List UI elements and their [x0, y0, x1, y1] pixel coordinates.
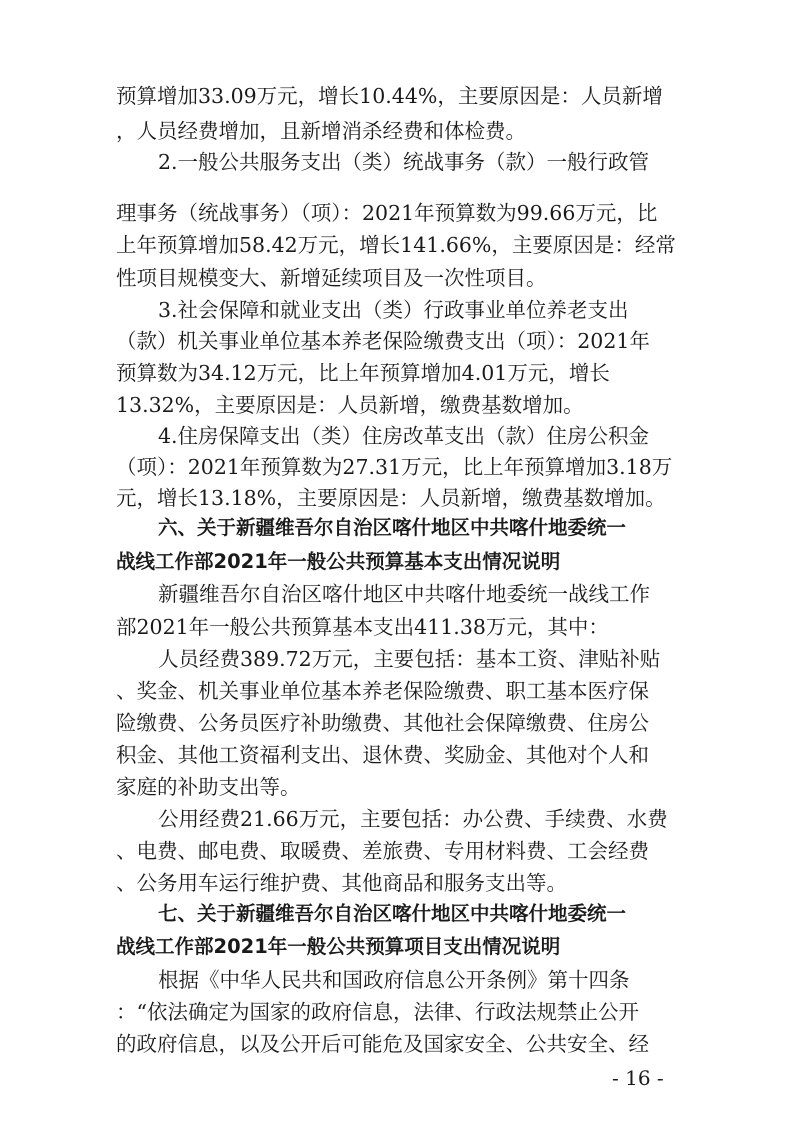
body-line: 2.一般公共服务支出（类）统战事务（款）一般行政管 [158, 150, 650, 174]
body-line: ，人员经费增加，且新增消杀经费和体检费。 [116, 119, 526, 143]
body-line: 、公务用车运行维护费、其他商品和服务支出等。 [116, 871, 567, 895]
body-line: 家庭的补助支出等。 [116, 775, 301, 799]
body-line: 根据《中华人民共和国政府信息公开条例》第十四条 [158, 968, 630, 992]
section-heading: 七、关于新疆维吾尔自治区喀什地区中共喀什地委统一 [158, 902, 627, 925]
body-line: 13.32%，主要原因是：人员新增，缴费基数增加。 [116, 393, 584, 417]
body-line: （项）：2021年预算数为27.31万元，比上年预算增加3.18万 [116, 455, 673, 479]
body-line: 公用经费21.66万元，主要包括：办公费、手续费、水费 [158, 807, 668, 831]
body-line: 、奖金、机关事业单位基本养老保险缴费、职工基本医疗保 [116, 679, 649, 703]
body-line: 新疆维吾尔自治区喀什地区中共喀什地委统一战线工作 [158, 582, 650, 606]
body-line: 部2021年一般公共预算基本支出411.38万元，其中： [116, 615, 609, 639]
body-line: 4.住房保障支出（类）住房改革支出（款）住房公积金 [158, 424, 650, 448]
section-heading: 战线工作部2021年一般公共预算基本支出情况说明 [116, 550, 561, 573]
body-line: 理事务（统战事务）（项）：2021年预算数为99.66万元，比 [116, 201, 658, 225]
page-number: - 16 - [612, 1066, 664, 1090]
body-line: 人员经费389.72万元，主要包括：基本工资、津贴补贴 [158, 647, 661, 671]
body-line: 元，增长13.18%，主要原因是：人员新增，缴费基数增加。 [116, 486, 666, 510]
body-line: 、电费、邮电费、取暖费、差旅费、专用材料费、工会经费 [116, 839, 649, 863]
body-line: 3.社会保障和就业支出（类）行政事业单位养老支出 [158, 298, 629, 322]
section-heading: 六、关于新疆维吾尔自治区喀什地区中共喀什地委统一 [158, 516, 627, 539]
body-line: 的政府信息，以及公开后可能危及国家安全、公共安全、经 [116, 1032, 649, 1056]
body-line: 预算数为34.12万元，比上年预算增加4.01万元，增长 [116, 361, 610, 385]
body-line: 预算增加33.09万元，增长10.44%，主要原因是：人员新增 [116, 84, 663, 108]
body-line: 积金、其他工资福利支出、退休费、奖励金、其他对个人和 [116, 743, 649, 767]
body-line: ：“依法确定为国家的政府信息，法律、行政法规禁止公开 [116, 1000, 639, 1024]
section-heading: 战线工作部2021年一般公共预算项目支出情况说明 [116, 935, 561, 958]
body-line: （款）机关事业单位基本养老保险缴费支出（项）：2021年 [116, 329, 650, 353]
body-line: 性项目规模变大、新增延续项目及一次性项目。 [116, 266, 547, 290]
body-line: 上年预算增加58.42万元，增长141.66%，主要原因是：经常 [116, 233, 676, 257]
body-line: 险缴费、公务员医疗补助缴费、其他社会保障缴费、住房公 [116, 711, 649, 735]
